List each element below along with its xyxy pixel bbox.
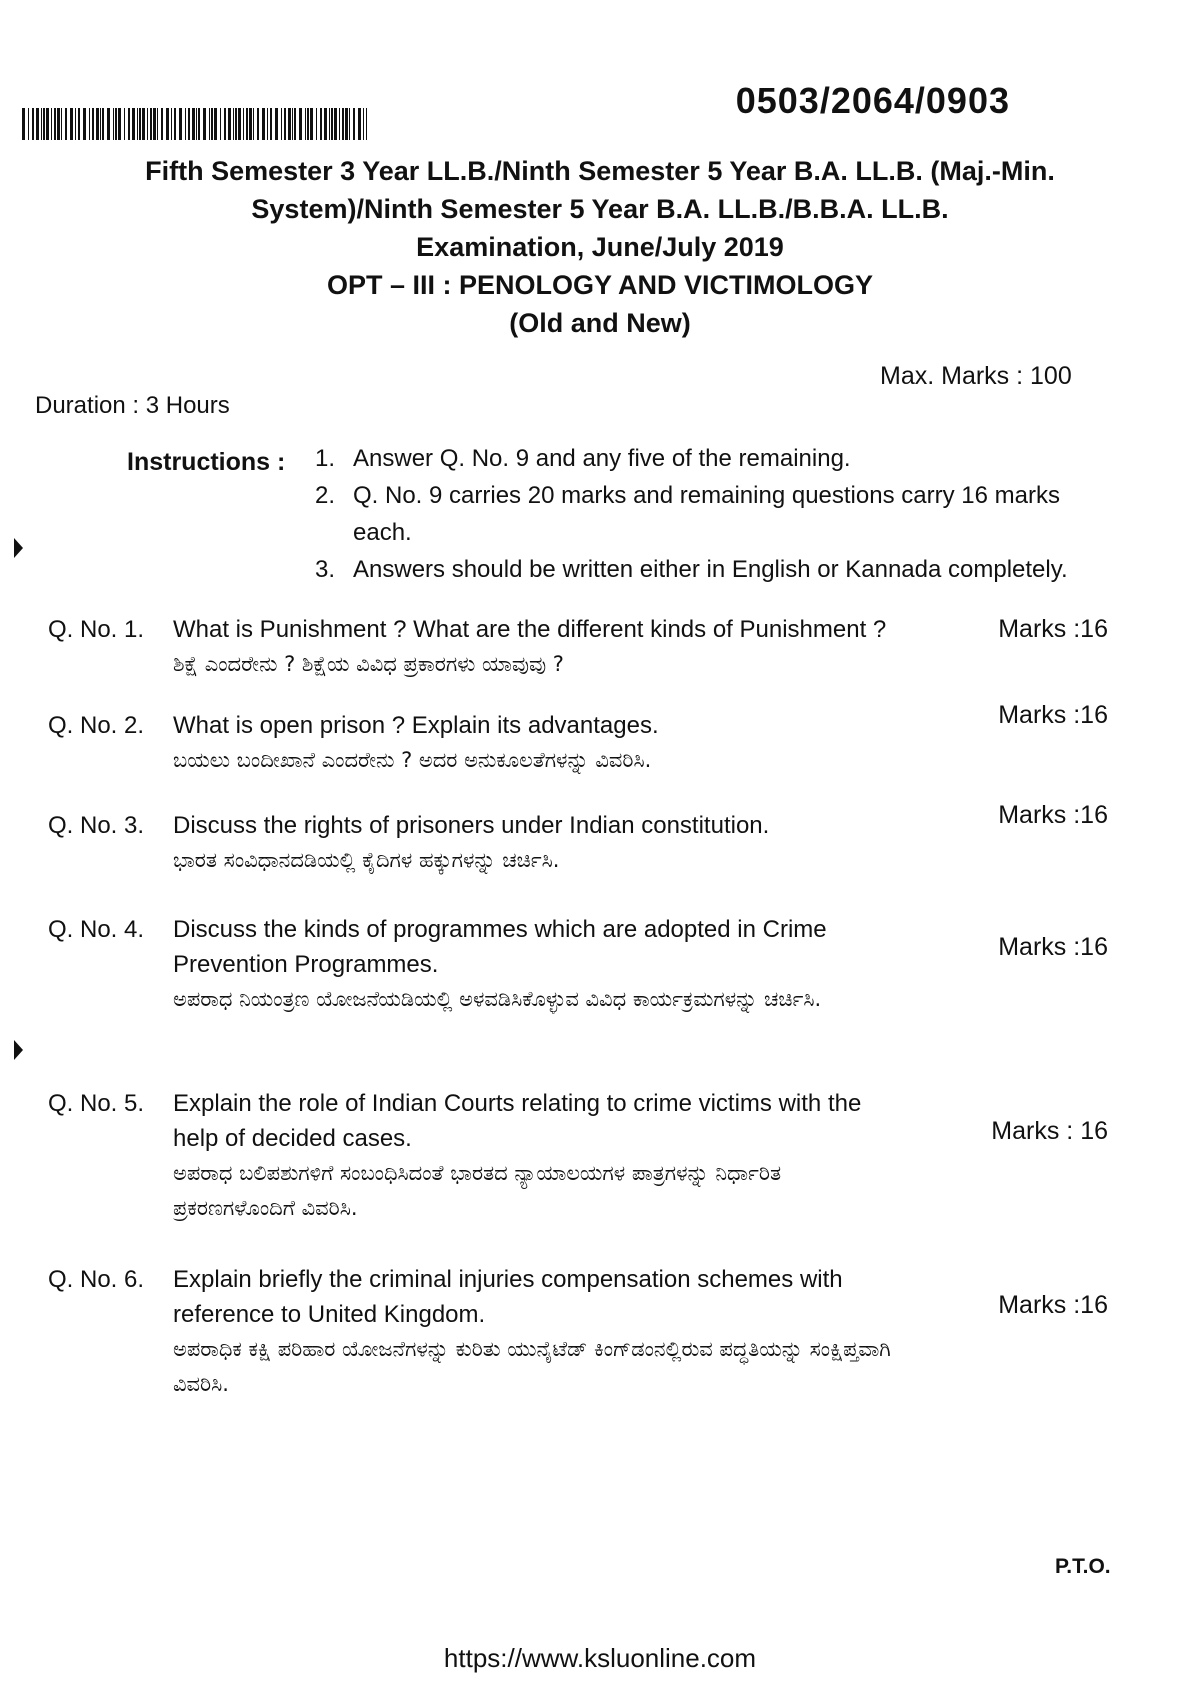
question-3	[48, 801, 1108, 878]
question-text-english: What is open prison ? Explain its advantages.	[173, 712, 659, 739]
barcode	[22, 108, 367, 140]
question-6	[48, 1262, 1108, 1402]
question-number: Q. No. 1.	[48, 616, 145, 643]
question-text-english: Explain briefly the criminal injuries compensation schemes with reference to United Kingdom.	[173, 1266, 843, 1328]
question-5	[48, 1086, 1108, 1226]
question-text-kannada: ಭಾರತ ಸಂವಿಧಾನದಡಿಯಲ್ಲಿ ಕೈದಿಗಳ ಹಕ್ಕುಗಳನ್ನು ಚರ್ಚಿಸಿ.	[173, 848, 560, 872]
instruction-number: 2.	[315, 482, 336, 509]
instruction-item	[315, 551, 1075, 588]
question-marks: Marks :16	[998, 701, 1108, 729]
instruction-item	[315, 440, 1075, 477]
header-line-3: Examination, June/July 2019	[416, 232, 784, 262]
question-text-english: Discuss the kinds of programmes which are adopted in Crime Prevention Programmes.	[173, 916, 827, 978]
footer-url: https://www.ksluonline.com	[443, 1643, 757, 1673]
question-number: Q. No. 4.	[48, 916, 145, 943]
instruction-item	[315, 477, 1075, 551]
instruction-text: Answer Q. No. 9 and any five of the remaining.	[353, 445, 851, 472]
instruction-number: 3.	[315, 556, 336, 583]
margin-mark	[14, 1040, 23, 1060]
question-marks: Marks :16	[998, 801, 1108, 829]
exam-header	[0, 152, 1200, 342]
question-4	[48, 912, 1108, 1017]
question-marks: Marks :16	[998, 615, 1108, 643]
question-number: Q. No. 5.	[48, 1090, 145, 1117]
duration: Duration : 3 Hours	[35, 392, 230, 419]
question-text-english: What is Punishment ? What are the different kinds of Punishment ?	[173, 616, 887, 643]
page-turn-over: P.T.O.	[1055, 1555, 1111, 1578]
instructions-label: Instructions :	[127, 448, 286, 476]
question-marks: Marks :16	[998, 1291, 1108, 1319]
header-line-5: (Old and New)	[509, 308, 691, 338]
paper-code: 0503/2064/0903	[735, 80, 1010, 121]
instructions-list	[315, 440, 1075, 588]
instruction-number: 1.	[315, 445, 336, 472]
question-marks: Marks : 16	[991, 1117, 1108, 1145]
question-2	[48, 701, 1108, 778]
question-text-kannada: ಅಪರಾಧ ನಿಯಂತ್ರಣ ಯೋಜನೆಯಡಿಯಲ್ಲಿ ಅಳವಡಿಸಿಕೊಳ್ಳುವ ವಿವಿಧ ಕಾರ್ಯಕ್ರಮಗಳನ್ನು ಚರ್ಚಿಸಿ.	[173, 987, 822, 1011]
question-text-english: Explain the role of Indian Courts relating to crime victims with the help of decided cases.	[173, 1090, 862, 1152]
question-1	[48, 612, 1108, 682]
question-number: Q. No. 3.	[48, 812, 145, 839]
question-marks: Marks :16	[998, 933, 1108, 961]
question-text-kannada: ಅಪರಾಧ ಬಲಿಪಶುಗಳಿಗೆ ಸಂಬಂಧಿಸಿದಂತೆ ಭಾರತದ ನ್ಯಾಯಾಲಯಗಳ ಪಾತ್ರಗಳನ್ನು ನಿರ್ಧಾರಿತ ಪ್ರಕರಣಗಳೊಂದಿಗೆ ವಿವರಿಸಿ.	[173, 1161, 782, 1220]
instruction-text: Q. No. 9 carries 20 marks and remaining questions carry 16 marks each.	[353, 482, 1060, 546]
header-line-2: System)/Ninth Semester 5 Year B.A. LL.B./B.B.A. LL.B.	[251, 194, 949, 224]
question-text-english: Discuss the rights of prisoners under Indian constitution.	[173, 812, 770, 839]
question-text-kannada: ಅಪರಾಧಿಕ ಕಕ್ಷಿ ಪರಿಹಾರ ಯೋಜನೆಗಳನ್ನು ಕುರಿತು ಯುನೈಟೆಡ್ ಕಿಂಗ್‌ಡಂನಲ್ಲಿರುವ ಪದ್ಧತಿಯನ್ನು ಸಂಕ್ಷಿಪ್ತವಾಗಿ ವಿವರಿಸಿ.	[173, 1337, 891, 1396]
question-number: Q. No. 2.	[48, 712, 145, 739]
header-line-1: Fifth Semester 3 Year LL.B./Ninth Semester 5 Year B.A. LL.B. (Maj.-Min.	[145, 156, 1055, 186]
question-number: Q. No. 6.	[48, 1266, 145, 1293]
question-text-kannada: ಶಿಕ್ಷೆ ಎಂದರೇನು ? ಶಿಕ್ಷೆಯ ವಿವಿಧ ಪ್ರಕಾರಗಳು ಯಾವುವು ?	[173, 652, 564, 676]
instruction-text: Answers should be written either in English or Kannada completely.	[353, 556, 1068, 583]
question-text-kannada: ಬಯಲು ಬಂದೀಖಾನೆ ಎಂದರೇನು ? ಅದರ ಅನುಕೂಲತೆಗಳನ್ನು ವಿವರಿಸಿ.	[173, 748, 652, 772]
margin-mark	[14, 538, 23, 558]
header-line-4: OPT – III : PENOLOGY AND VICTIMOLOGY	[326, 270, 874, 300]
max-marks: Max. Marks : 100	[880, 362, 1072, 390]
